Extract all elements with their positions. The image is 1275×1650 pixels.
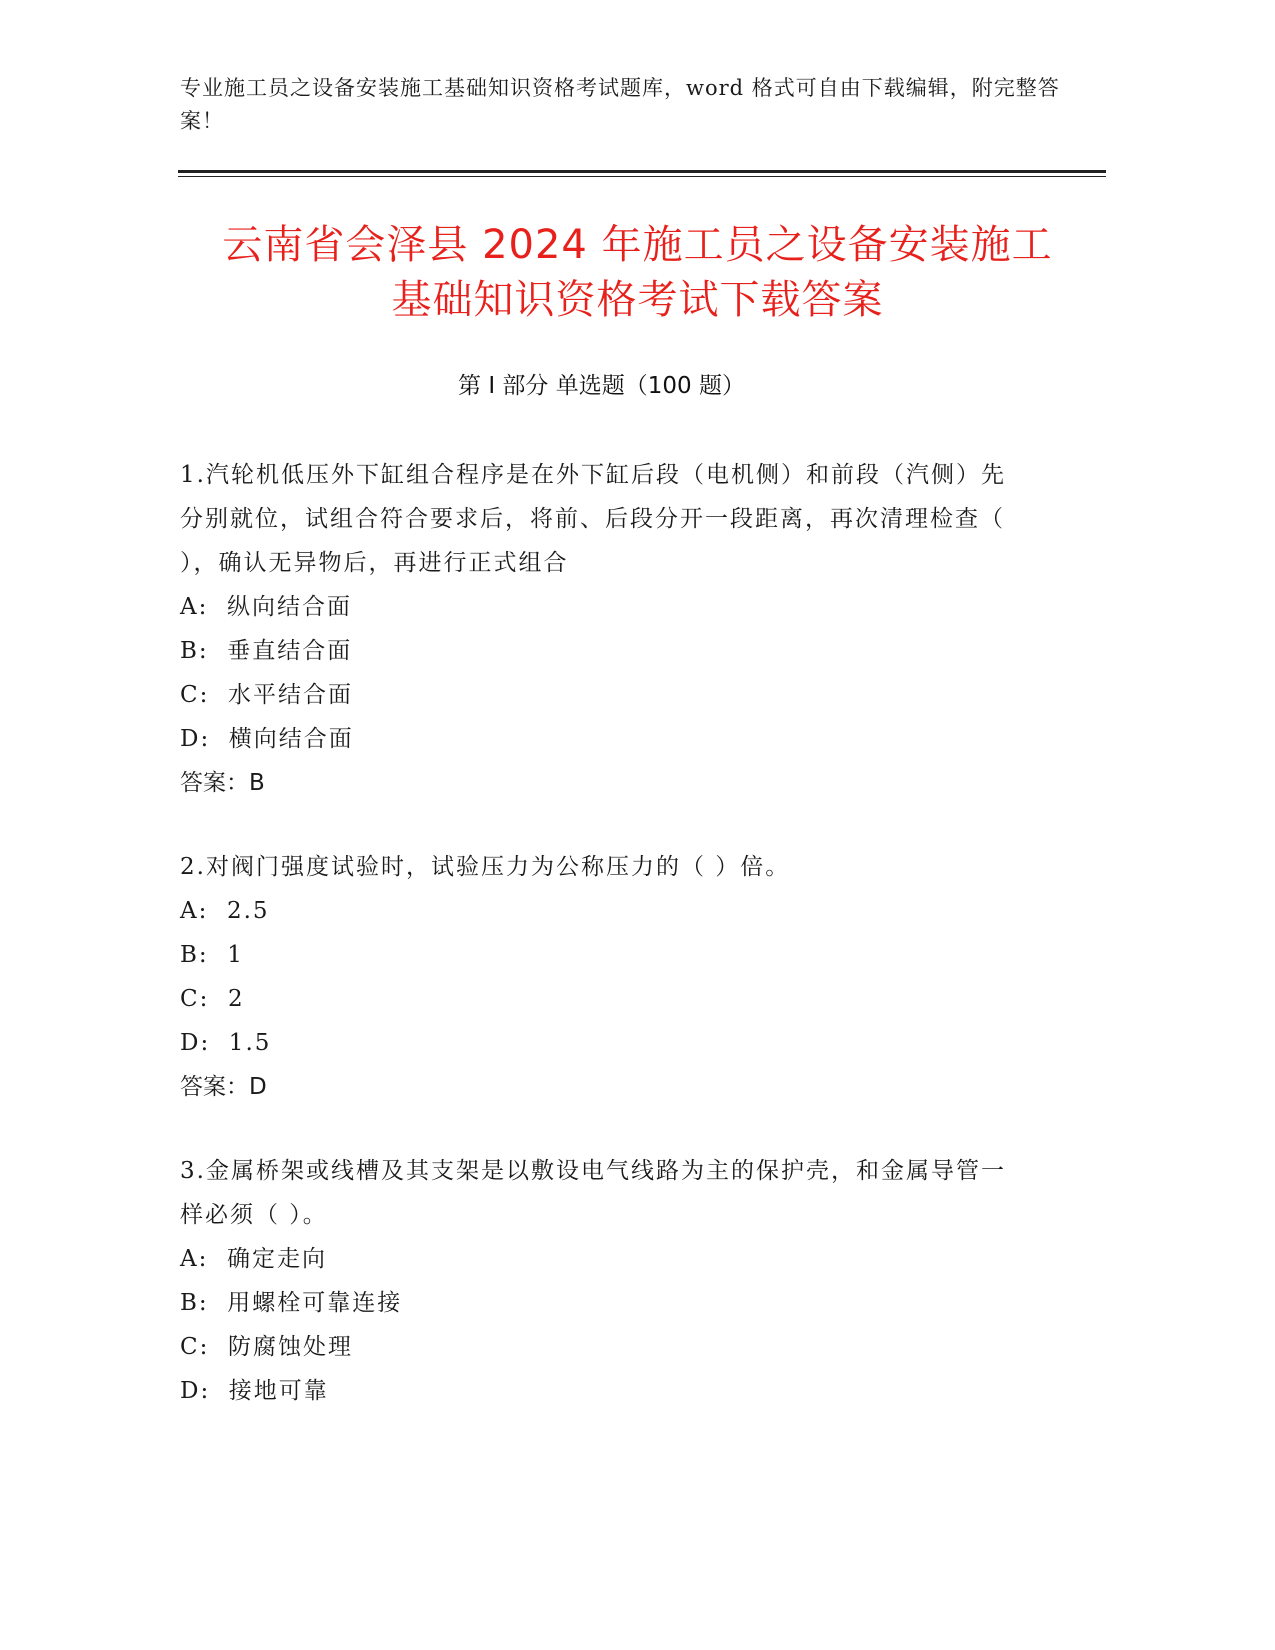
question-1 bbox=[180, 453, 1020, 805]
question-1-option-c: C: 水平结合面 bbox=[180, 682, 353, 708]
question-1-option-d: D: 横向结合面 bbox=[180, 726, 354, 752]
document-title bbox=[120, 218, 1155, 328]
document-title-line2: 基础知识资格考试下载答案 bbox=[391, 277, 884, 323]
question-3-option-c: C: 防腐蚀处理 bbox=[180, 1334, 353, 1360]
question-1-stem: 1.汽轮机低压外下缸组合程序是在外下缸后段（电机侧）和前段（汽侧）先分别就位，试组合符合要求后，将前、后段分开一段距离，再次清理检查（ ），确认无异物后，再进行正式组合 bbox=[180, 462, 1006, 576]
question-2-option-d: D: 1.5 bbox=[180, 1030, 272, 1056]
header-note: 专业施工员之设备安装施工基础知识资格考试题库，word 格式可自由下载编辑，附完整答案！ bbox=[180, 76, 1060, 133]
question-2-option-a: A: 2.5 bbox=[180, 898, 270, 924]
document-title-line1: 云南省会泽县 2024 年施工员之设备安装施工 bbox=[222, 222, 1053, 268]
question-3-option-a: A: 确定走向 bbox=[180, 1246, 327, 1272]
question-1-option-a: A: 纵向结合面 bbox=[180, 594, 352, 620]
header-divider-thick bbox=[178, 170, 1106, 173]
question-2-option-b: B: 1 bbox=[180, 942, 244, 968]
question-3-option-d: D: 接地可靠 bbox=[180, 1378, 329, 1404]
question-1-option-b: B: 垂直结合面 bbox=[180, 638, 353, 664]
question-3-stem: 3.金属桥架或线槽及其支架是以敷设电气线路为主的保护壳，和金属导管一样必须（ ）。 bbox=[180, 1158, 1006, 1228]
question-3-option-b: B: 用螺栓可靠连接 bbox=[180, 1290, 403, 1316]
question-2-answer: 答案：D bbox=[180, 1074, 267, 1100]
question-2-option-c: C: 2 bbox=[180, 986, 245, 1012]
question-2 bbox=[180, 845, 1020, 1109]
question-3 bbox=[180, 1149, 1020, 1413]
question-1-answer: 答案：B bbox=[180, 770, 265, 796]
section-heading: 第 I 部分 单选题（100 题） bbox=[458, 373, 745, 399]
header-divider-thin bbox=[178, 176, 1106, 177]
question-2-stem: 2.对阀门强度试验时，试验压力为公称压力的（ ）倍。 bbox=[180, 854, 791, 880]
